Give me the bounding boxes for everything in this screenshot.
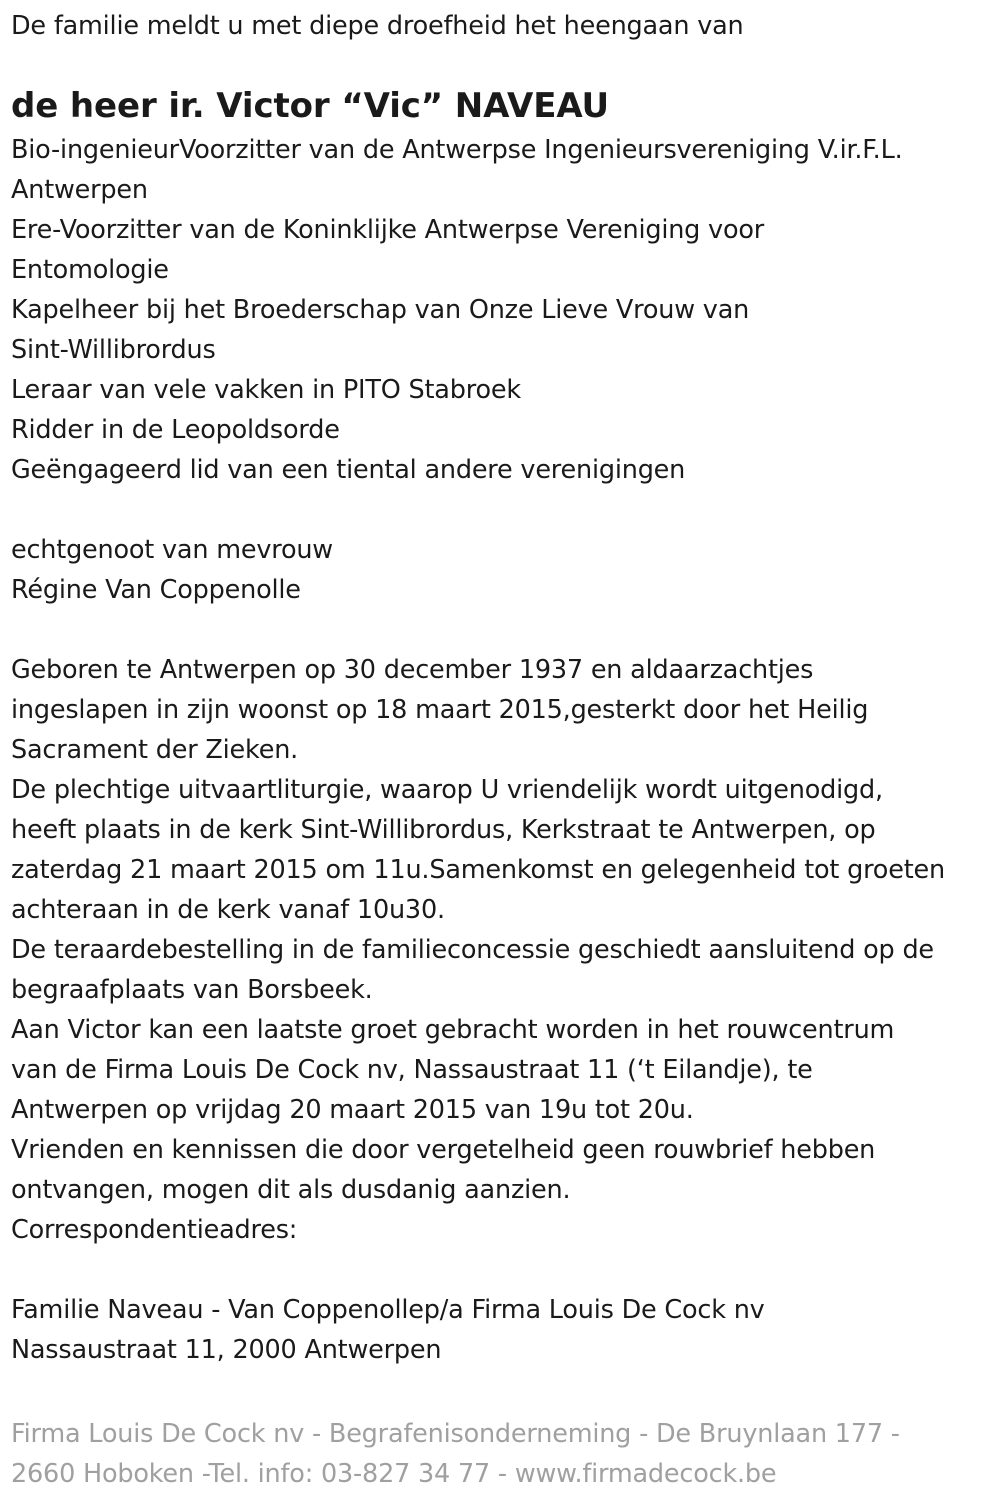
title-line: Bio-ingenieurVoorzitter van de Antwerpse Ingenieursvereniging V.ir.F.L. [11,135,903,165]
footer [11,1414,900,1494]
address-line: Nassaustraat 11, 2000 Antwerpen [11,1335,442,1365]
footer-line: Firma Louis De Cock nv - Begrafenisonderneming - De Bruynlaan 177 - [11,1419,900,1449]
title-line: Ridder in de Leopoldsorde [11,415,340,445]
detail-line: Antwerpen op vrijdag 20 maart 2015 van 19u tot 20u. [11,1095,694,1125]
titles-list [11,130,986,490]
detail-line: ingeslapen in zijn woonst op 18 maart 2015,gesterkt door het Heilig [11,695,869,725]
title-line: Antwerpen [11,175,148,205]
footer-line: 2660 Hoboken -Tel. info: 03-827 34 77 - www.firmadecock.be [11,1459,777,1489]
detail-line: achteraan in de kerk vanaf 10u30. [11,895,445,925]
detail-line: heeft plaats in de kerk Sint-Willibrordus, Kerkstraat te Antwerpen, op [11,815,876,845]
title-line: Kapelheer bij het Broederschap van Onze Lieve Vrouw van [11,295,750,325]
title-line: Entomologie [11,255,169,285]
title-line: Geëngageerd lid van een tiental andere verenigingen [11,455,686,485]
detail-line: Vrienden en kennissen die door vergetelheid geen rouwbrief hebben [11,1135,876,1165]
spouse-block [11,530,986,610]
detail-line: Geboren te Antwerpen op 30 december 1937 en aldaarzachtjes [11,655,814,685]
spouse-line: Régine Van Coppenolle [11,575,301,605]
intro-text: De familie meldt u met diepe droefheid het heengaan van [11,11,744,41]
detail-line: Aan Victor kan een laatste groet gebracht worden in het rouwcentrum [11,1015,895,1045]
detail-line: zaterdag 21 maart 2015 om 11u.Samenkomst en gelegenheid tot groeten [11,855,945,885]
detail-line: begraafplaats van Borsbeek. [11,975,373,1005]
detail-line: De plechtige uitvaartliturgie, waarop U vriendelijk wordt uitgenodigd, [11,775,883,805]
title-line: Leraar van vele vakken in PITO Stabroek [11,375,521,405]
spacer [11,610,986,650]
spacer [11,490,986,530]
address-block [11,1290,986,1370]
deceased-name: de heer ir. Victor “Vic” NAVEAU [11,86,610,126]
spacer [11,1250,986,1290]
title-line: Ere-Voorzitter van de Koninklijke Antwerpse Vereniging voor [11,215,765,245]
detail-line: De teraardebestelling in de familieconcessie geschiedt aansluitend op de [11,935,934,965]
title-line: Sint-Willibrordus [11,335,216,365]
detail-line: Correspondentieadres: [11,1215,298,1245]
detail-line: Sacrament der Zieken. [11,735,299,765]
detail-line: van de Firma Louis De Cock nv, Nassaustraat 11 (‘t Eilandje), te [11,1055,813,1085]
spouse-line: echtgenoot van mevrouw [11,535,333,565]
details-block [11,650,986,1250]
detail-line: ontvangen, mogen dit als dusdanig aanzien. [11,1175,571,1205]
address-line: Familie Naveau - Van Coppenollep/a Firma Louis De Cock nv [11,1295,765,1325]
